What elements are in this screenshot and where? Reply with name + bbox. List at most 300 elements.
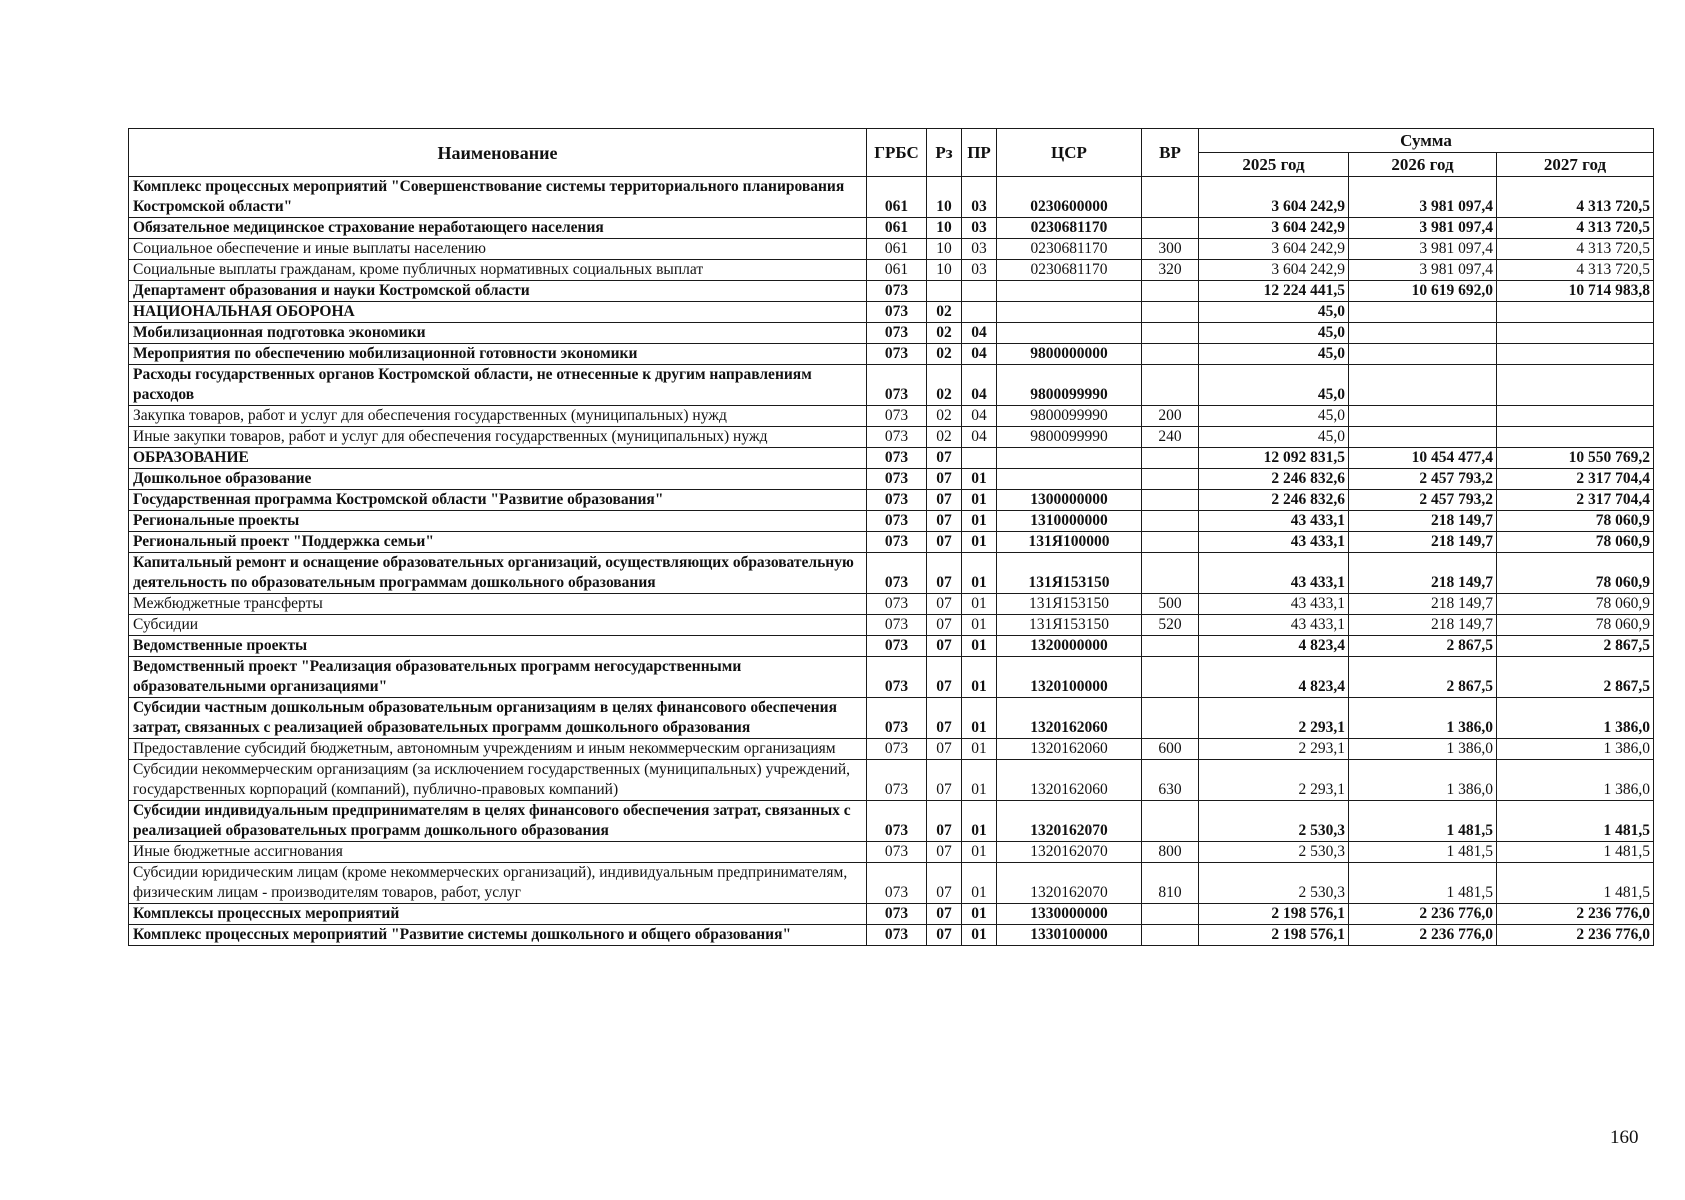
cell-csr: 0230600000 [997,177,1142,218]
cell-csr: 1320162060 [997,739,1142,760]
cell-vr [1142,490,1199,511]
cell-amount-2026: 1 386,0 [1349,760,1497,801]
cell-vr [1142,365,1199,406]
cell-csr [997,469,1142,490]
cell-amount-2025: 45,0 [1199,323,1349,344]
cell-rz: 07 [927,801,962,842]
cell-rz: 07 [927,448,962,469]
cell-pr: 03 [962,260,997,281]
cell-vr: 300 [1142,239,1199,260]
cell-pr: 01 [962,760,997,801]
table-row [129,615,1654,636]
table-row [129,698,1654,739]
cell-amount-2025: 45,0 [1199,406,1349,427]
cell-rz: 07 [927,657,962,698]
cell-pr: 04 [962,427,997,448]
cell-grbs: 073 [867,925,927,946]
cell-grbs: 073 [867,427,927,448]
cell-pr: 01 [962,615,997,636]
cell-csr: 1320162070 [997,801,1142,842]
cell-amount-2026: 10 619 692,0 [1349,281,1497,302]
table-row [129,904,1654,925]
cell-amount-2027: 10 714 983,8 [1497,281,1654,302]
cell-grbs: 073 [867,553,927,594]
cell-grbs: 073 [867,281,927,302]
cell-amount-2027: 78 060,9 [1497,594,1654,615]
cell-pr: 03 [962,177,997,218]
table-row [129,260,1654,281]
cell-pr: 04 [962,323,997,344]
cell-rz: 02 [927,427,962,448]
cell-pr: 03 [962,239,997,260]
cell-amount-2027: 78 060,9 [1497,553,1654,594]
cell-csr: 1320162060 [997,760,1142,801]
cell-csr: 9800000000 [997,344,1142,365]
cell-amount-2026: 1 481,5 [1349,842,1497,863]
cell-amount-2025: 45,0 [1199,427,1349,448]
table-row [129,594,1654,615]
cell-name: Мероприятия по обеспечению мобилизационной готовности экономики [129,344,867,365]
cell-grbs: 073 [867,302,927,323]
cell-grbs: 073 [867,904,927,925]
budget-table [128,128,1654,946]
cell-amount-2025: 4 823,4 [1199,636,1349,657]
cell-grbs: 073 [867,406,927,427]
table-row [129,177,1654,218]
cell-vr [1142,511,1199,532]
cell-amount-2027: 1 386,0 [1497,739,1654,760]
table-row [129,636,1654,657]
cell-amount-2025: 45,0 [1199,302,1349,323]
cell-csr: 9800099990 [997,427,1142,448]
header-vr: ВР [1142,129,1199,177]
table-row [129,532,1654,553]
cell-grbs: 073 [867,469,927,490]
cell-amount-2025: 45,0 [1199,365,1349,406]
table-row [129,739,1654,760]
cell-name: Социальное обеспечение и иные выплаты населению [129,239,867,260]
cell-rz: 10 [927,218,962,239]
cell-amount-2027: 4 313 720,5 [1497,260,1654,281]
cell-name: Комплекс процессных мероприятий "Совершенствование системы территориального планирования Костромской области" [129,177,867,218]
table-row [129,323,1654,344]
cell-pr: 01 [962,842,997,863]
cell-name: Ведомственные проекты [129,636,867,657]
cell-grbs: 073 [867,323,927,344]
cell-csr: 9800099990 [997,365,1142,406]
cell-amount-2025: 2 293,1 [1199,698,1349,739]
cell-name: Закупка товаров, работ и услуг для обеспечения государственных (муниципальных) нужд [129,406,867,427]
cell-grbs: 073 [867,760,927,801]
cell-amount-2026: 218 149,7 [1349,532,1497,553]
cell-amount-2026 [1349,344,1497,365]
table-row [129,801,1654,842]
cell-name: Межбюджетные трансферты [129,594,867,615]
header-sum: Сумма [1199,129,1654,153]
cell-amount-2025: 43 433,1 [1199,594,1349,615]
cell-pr: 01 [962,636,997,657]
cell-name: Субсидии юридическим лицам (кроме некоммерческих организаций), индивидуальным предпринимателям, физическим лицам - производителям товаров, работ, услуг [129,863,867,904]
cell-pr [962,448,997,469]
cell-grbs: 061 [867,260,927,281]
table-row [129,302,1654,323]
cell-vr: 810 [1142,863,1199,904]
cell-amount-2027: 78 060,9 [1497,615,1654,636]
table-row [129,925,1654,946]
cell-csr: 131Я100000 [997,532,1142,553]
cell-amount-2026: 2 457 793,2 [1349,469,1497,490]
cell-amount-2026: 218 149,7 [1349,594,1497,615]
cell-amount-2027: 10 550 769,2 [1497,448,1654,469]
cell-amount-2025: 2 530,3 [1199,863,1349,904]
cell-csr: 1320100000 [997,657,1142,698]
cell-rz: 02 [927,365,962,406]
cell-grbs: 073 [867,448,927,469]
table-row [129,427,1654,448]
cell-pr: 01 [962,904,997,925]
cell-rz: 07 [927,863,962,904]
cell-amount-2025: 3 604 242,9 [1199,260,1349,281]
cell-amount-2027: 78 060,9 [1497,511,1654,532]
table-row [129,406,1654,427]
cell-name: Дошкольное образование [129,469,867,490]
cell-csr [997,323,1142,344]
cell-rz: 07 [927,615,962,636]
cell-vr: 500 [1142,594,1199,615]
cell-csr: 1300000000 [997,490,1142,511]
cell-amount-2025: 2 530,3 [1199,801,1349,842]
cell-name: НАЦИОНАЛЬНАЯ ОБОРОНА [129,302,867,323]
cell-vr: 800 [1142,842,1199,863]
table-row [129,281,1654,302]
cell-pr: 01 [962,594,997,615]
cell-amount-2026 [1349,323,1497,344]
cell-amount-2026 [1349,406,1497,427]
cell-amount-2025: 3 604 242,9 [1199,218,1349,239]
cell-csr: 0230681170 [997,260,1142,281]
cell-rz: 07 [927,842,962,863]
cell-pr: 03 [962,218,997,239]
table-row [129,842,1654,863]
cell-pr: 01 [962,698,997,739]
cell-grbs: 061 [867,239,927,260]
cell-amount-2025: 12 092 831,5 [1199,448,1349,469]
cell-amount-2026: 2 457 793,2 [1349,490,1497,511]
table-row [129,239,1654,260]
cell-rz: 10 [927,177,962,218]
table-row [129,448,1654,469]
cell-amount-2025: 45,0 [1199,344,1349,365]
cell-amount-2026 [1349,427,1497,448]
cell-amount-2025: 2 293,1 [1199,760,1349,801]
cell-vr [1142,281,1199,302]
cell-grbs: 073 [867,863,927,904]
cell-csr: 9800099990 [997,406,1142,427]
cell-vr [1142,448,1199,469]
cell-rz: 07 [927,760,962,801]
cell-amount-2026: 1 481,5 [1349,863,1497,904]
cell-grbs: 073 [867,365,927,406]
cell-name: Субсидии индивидуальным предпринимателям в целях финансового обеспечения затрат, связанных с реализацией образовательных программ дошкольного образования [129,801,867,842]
header-pr: ПР [962,129,997,177]
cell-amount-2026: 1 386,0 [1349,698,1497,739]
cell-amount-2026: 1 481,5 [1349,801,1497,842]
cell-pr: 01 [962,469,997,490]
cell-name: Государственная программа Костромской области "Развитие образования" [129,490,867,511]
cell-vr: 240 [1142,427,1199,448]
cell-amount-2025: 12 224 441,5 [1199,281,1349,302]
cell-amount-2026: 3 981 097,4 [1349,177,1497,218]
cell-amount-2025: 43 433,1 [1199,553,1349,594]
table-row [129,511,1654,532]
cell-vr [1142,323,1199,344]
cell-amount-2026: 2 867,5 [1349,657,1497,698]
cell-csr: 0230681170 [997,218,1142,239]
cell-pr: 04 [962,344,997,365]
cell-amount-2026: 2 867,5 [1349,636,1497,657]
cell-amount-2027: 1 386,0 [1497,760,1654,801]
cell-csr: 1310000000 [997,511,1142,532]
cell-vr [1142,657,1199,698]
cell-pr: 01 [962,739,997,760]
cell-amount-2026: 10 454 477,4 [1349,448,1497,469]
cell-amount-2027: 2 867,5 [1497,636,1654,657]
cell-rz [927,281,962,302]
cell-amount-2026 [1349,302,1497,323]
cell-amount-2027: 1 386,0 [1497,698,1654,739]
cell-grbs: 073 [867,490,927,511]
cell-pr: 04 [962,406,997,427]
cell-amount-2025: 43 433,1 [1199,615,1349,636]
cell-vr: 320 [1142,260,1199,281]
cell-amount-2026: 3 981 097,4 [1349,218,1497,239]
table-row [129,657,1654,698]
cell-pr: 01 [962,490,997,511]
cell-amount-2026: 2 236 776,0 [1349,904,1497,925]
header-year-2026: 2026 год [1349,153,1497,177]
cell-amount-2025: 43 433,1 [1199,532,1349,553]
cell-grbs: 073 [867,636,927,657]
cell-grbs: 073 [867,615,927,636]
cell-csr: 131Я153150 [997,553,1142,594]
cell-rz: 07 [927,594,962,615]
cell-amount-2025: 2 293,1 [1199,739,1349,760]
cell-amount-2026: 1 386,0 [1349,739,1497,760]
cell-pr [962,281,997,302]
cell-grbs: 073 [867,801,927,842]
cell-pr: 01 [962,532,997,553]
cell-csr: 1320162060 [997,698,1142,739]
cell-name: Обязательное медицинское страхование неработающего населения [129,218,867,239]
cell-amount-2027 [1497,406,1654,427]
cell-csr: 131Я153150 [997,594,1142,615]
cell-vr [1142,177,1199,218]
cell-name: Иные бюджетные ассигнования [129,842,867,863]
cell-csr: 1330100000 [997,925,1142,946]
cell-amount-2027: 4 313 720,5 [1497,177,1654,218]
cell-csr [997,302,1142,323]
cell-grbs: 073 [867,344,927,365]
cell-csr: 131Я153150 [997,615,1142,636]
cell-name: Мобилизационная подготовка экономики [129,323,867,344]
cell-amount-2026: 3 981 097,4 [1349,260,1497,281]
cell-vr: 200 [1142,406,1199,427]
table-row [129,344,1654,365]
cell-name: Иные закупки товаров, работ и услуг для обеспечения государственных (муниципальных) нужд [129,427,867,448]
cell-grbs: 073 [867,532,927,553]
cell-amount-2027: 4 313 720,5 [1497,239,1654,260]
cell-grbs: 073 [867,698,927,739]
table-row [129,365,1654,406]
cell-name: Капитальный ремонт и оснащение образовательных организаций, осуществляющих образовательную деятельность по образовательным программам дошкольного образования [129,553,867,594]
cell-amount-2025: 3 604 242,9 [1199,177,1349,218]
cell-rz: 07 [927,904,962,925]
cell-amount-2025: 2 198 576,1 [1199,925,1349,946]
cell-amount-2027: 2 867,5 [1497,657,1654,698]
cell-csr [997,448,1142,469]
cell-amount-2027: 2 236 776,0 [1497,904,1654,925]
cell-name: Региональные проекты [129,511,867,532]
cell-grbs: 061 [867,177,927,218]
header-grbs: ГРБС [867,129,927,177]
cell-name: Предоставление субсидий бюджетным, автономным учреждениям и иным некоммерческим организациям [129,739,867,760]
header-rz: Рз [927,129,962,177]
cell-name: ОБРАЗОВАНИЕ [129,448,867,469]
header-year-2025: 2025 год [1199,153,1349,177]
cell-amount-2025: 2 246 832,6 [1199,490,1349,511]
cell-vr [1142,532,1199,553]
cell-amount-2027: 2 317 704,4 [1497,490,1654,511]
cell-name: Ведомственный проект "Реализация образовательных программ негосударственными образовательными организациями" [129,657,867,698]
cell-amount-2026: 218 149,7 [1349,615,1497,636]
cell-rz: 02 [927,406,962,427]
cell-grbs: 061 [867,218,927,239]
cell-amount-2025: 3 604 242,9 [1199,239,1349,260]
cell-amount-2026: 3 981 097,4 [1349,239,1497,260]
table-row [129,760,1654,801]
cell-amount-2027 [1497,323,1654,344]
table-row [129,863,1654,904]
cell-amount-2026 [1349,365,1497,406]
cell-vr: 520 [1142,615,1199,636]
cell-pr [962,302,997,323]
cell-amount-2026: 218 149,7 [1349,511,1497,532]
cell-amount-2026: 218 149,7 [1349,553,1497,594]
cell-rz: 07 [927,739,962,760]
cell-amount-2027: 1 481,5 [1497,842,1654,863]
table-row [129,218,1654,239]
table-body [129,177,1654,946]
cell-rz: 02 [927,323,962,344]
cell-vr [1142,904,1199,925]
cell-vr [1142,218,1199,239]
cell-name: Социальные выплаты гражданам, кроме публичных нормативных социальных выплат [129,260,867,281]
cell-vr [1142,636,1199,657]
cell-grbs: 073 [867,594,927,615]
table-row [129,553,1654,594]
cell-amount-2027: 2 236 776,0 [1497,925,1654,946]
cell-name: Комплексы процессных мероприятий [129,904,867,925]
cell-amount-2027 [1497,427,1654,448]
cell-pr: 04 [962,365,997,406]
cell-amount-2027: 4 313 720,5 [1497,218,1654,239]
cell-rz: 07 [927,469,962,490]
cell-amount-2025: 43 433,1 [1199,511,1349,532]
cell-name: Комплекс процессных мероприятий "Развитие системы дошкольного и общего образования" [129,925,867,946]
cell-vr [1142,925,1199,946]
cell-rz: 07 [927,925,962,946]
header-csr: ЦСР [997,129,1142,177]
cell-grbs: 073 [867,657,927,698]
cell-pr: 01 [962,657,997,698]
cell-csr: 1320162070 [997,863,1142,904]
cell-grbs: 073 [867,511,927,532]
cell-amount-2027 [1497,344,1654,365]
table-row [129,469,1654,490]
cell-amount-2026: 2 236 776,0 [1349,925,1497,946]
cell-rz: 07 [927,532,962,553]
cell-amount-2025: 4 823,4 [1199,657,1349,698]
cell-amount-2027: 1 481,5 [1497,863,1654,904]
page-number: 160 [1610,1127,1639,1148]
cell-name: Расходы государственных органов Костромской области, не отнесенные к другим направлениям расходов [129,365,867,406]
cell-pr: 01 [962,925,997,946]
table-row [129,490,1654,511]
cell-name: Субсидии [129,615,867,636]
cell-vr [1142,302,1199,323]
cell-csr [997,281,1142,302]
cell-amount-2027 [1497,302,1654,323]
cell-grbs: 073 [867,739,927,760]
cell-rz: 07 [927,698,962,739]
cell-csr: 0230681170 [997,239,1142,260]
cell-amount-2027: 2 317 704,4 [1497,469,1654,490]
cell-csr: 1320000000 [997,636,1142,657]
cell-rz: 10 [927,260,962,281]
cell-vr [1142,553,1199,594]
cell-rz: 07 [927,553,962,594]
cell-vr: 600 [1142,739,1199,760]
cell-vr: 630 [1142,760,1199,801]
cell-amount-2027 [1497,365,1654,406]
cell-csr: 1320162070 [997,842,1142,863]
cell-vr [1142,469,1199,490]
cell-name: Департамент образования и науки Костромской области [129,281,867,302]
header-name: Наименование [129,129,867,177]
cell-name: Субсидии некоммерческим организациям (за исключением государственных (муниципальных) учреждений, государственных корпораций (компаний), публично-правовых компаний) [129,760,867,801]
cell-pr: 01 [962,511,997,532]
cell-pr: 01 [962,863,997,904]
cell-vr [1142,698,1199,739]
cell-amount-2027: 1 481,5 [1497,801,1654,842]
cell-name: Субсидии частным дошкольным образовательным организациям в целях финансового обеспечения затрат, связанных с реализацией образовательных программ дошкольного образования [129,698,867,739]
cell-amount-2025: 2 246 832,6 [1199,469,1349,490]
cell-rz: 02 [927,302,962,323]
cell-rz: 07 [927,636,962,657]
cell-vr [1142,344,1199,365]
cell-csr: 1330000000 [997,904,1142,925]
cell-amount-2025: 2 198 576,1 [1199,904,1349,925]
cell-amount-2025: 2 530,3 [1199,842,1349,863]
cell-pr: 01 [962,553,997,594]
cell-rz: 07 [927,490,962,511]
cell-rz: 02 [927,344,962,365]
cell-vr [1142,801,1199,842]
cell-pr: 01 [962,801,997,842]
cell-amount-2027: 78 060,9 [1497,532,1654,553]
cell-rz: 07 [927,511,962,532]
header-year-2027: 2027 год [1497,153,1654,177]
